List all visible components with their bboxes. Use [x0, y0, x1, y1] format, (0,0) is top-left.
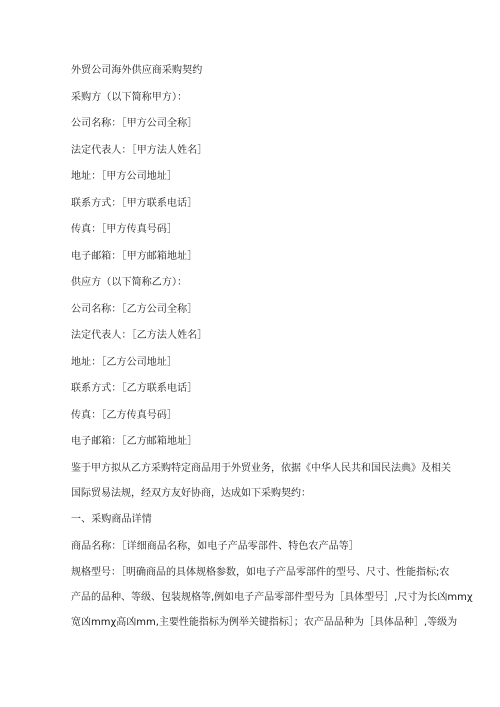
section-1-heading: 一、采购商品详情: [71, 514, 152, 525]
spec-line: 宽凶mmχ高凶mm,主要性能指标为例举关键指标］；农产品品种为［具体品种］,等级为: [71, 617, 458, 628]
buyer-fax: 传真：［甲方传真号码］: [71, 224, 178, 235]
spec-line: 产品的品种、等级、包装规格等,例如电子产品零部件型号为［具体型号］,尺寸为长凶mmχ: [71, 592, 473, 603]
buyer-address: 地址：［甲方公司地址］: [71, 171, 178, 182]
buyer-heading: 采购方（以下简称甲方）：: [71, 91, 188, 103]
supplier-contact: 联系方式：［乙方联系电话］: [71, 383, 198, 394]
supplier-heading: 供应方（以下简称乙方）：: [71, 277, 188, 288]
buyer-email: 电子邮箱：［甲方邮箱地址］: [71, 250, 198, 262]
buyer-representative: 法定代表人：［甲方法人姓名］: [71, 144, 208, 156]
buyer-contact: 联系方式：［甲方联系电话］: [71, 197, 198, 209]
spec-line: 规格型号：［明确商品的具体规格参数，如电子产品零部件的型号、尺寸、性能指标;农: [71, 567, 450, 578]
supplier-email: 电子邮箱：［乙方邮箱地址］: [71, 436, 198, 447]
supplier-address: 地址：［乙方公司地址］: [71, 356, 178, 368]
supplier-representative: 法定代表人：［乙方法人姓名］: [71, 330, 208, 341]
supplier-fax: 传真：［乙方传真号码］: [71, 409, 178, 421]
document-title: 外贸公司海外供应商采购契约: [71, 65, 203, 76]
spec-paragraph: [71, 566, 473, 630]
supplier-company: 公司名称：［乙方公司全称］: [71, 303, 198, 315]
buyer-company: 公司名称：［甲方公司全称］: [71, 118, 198, 129]
intro-line: 鉴于甲方拟从乙方采购特定商品用于外贸业务，依据《中华人民共和国民法典》及相关: [71, 462, 451, 474]
intro-line: 国际贸易法规，经双方友好协商，达成如下采购契约：: [71, 487, 311, 499]
intro-paragraph: [71, 462, 451, 501]
product-name: 商品名称：［详细商品名称，如电子产品零部件、特色农产品等］: [71, 540, 359, 552]
document-page: [71, 64, 473, 643]
